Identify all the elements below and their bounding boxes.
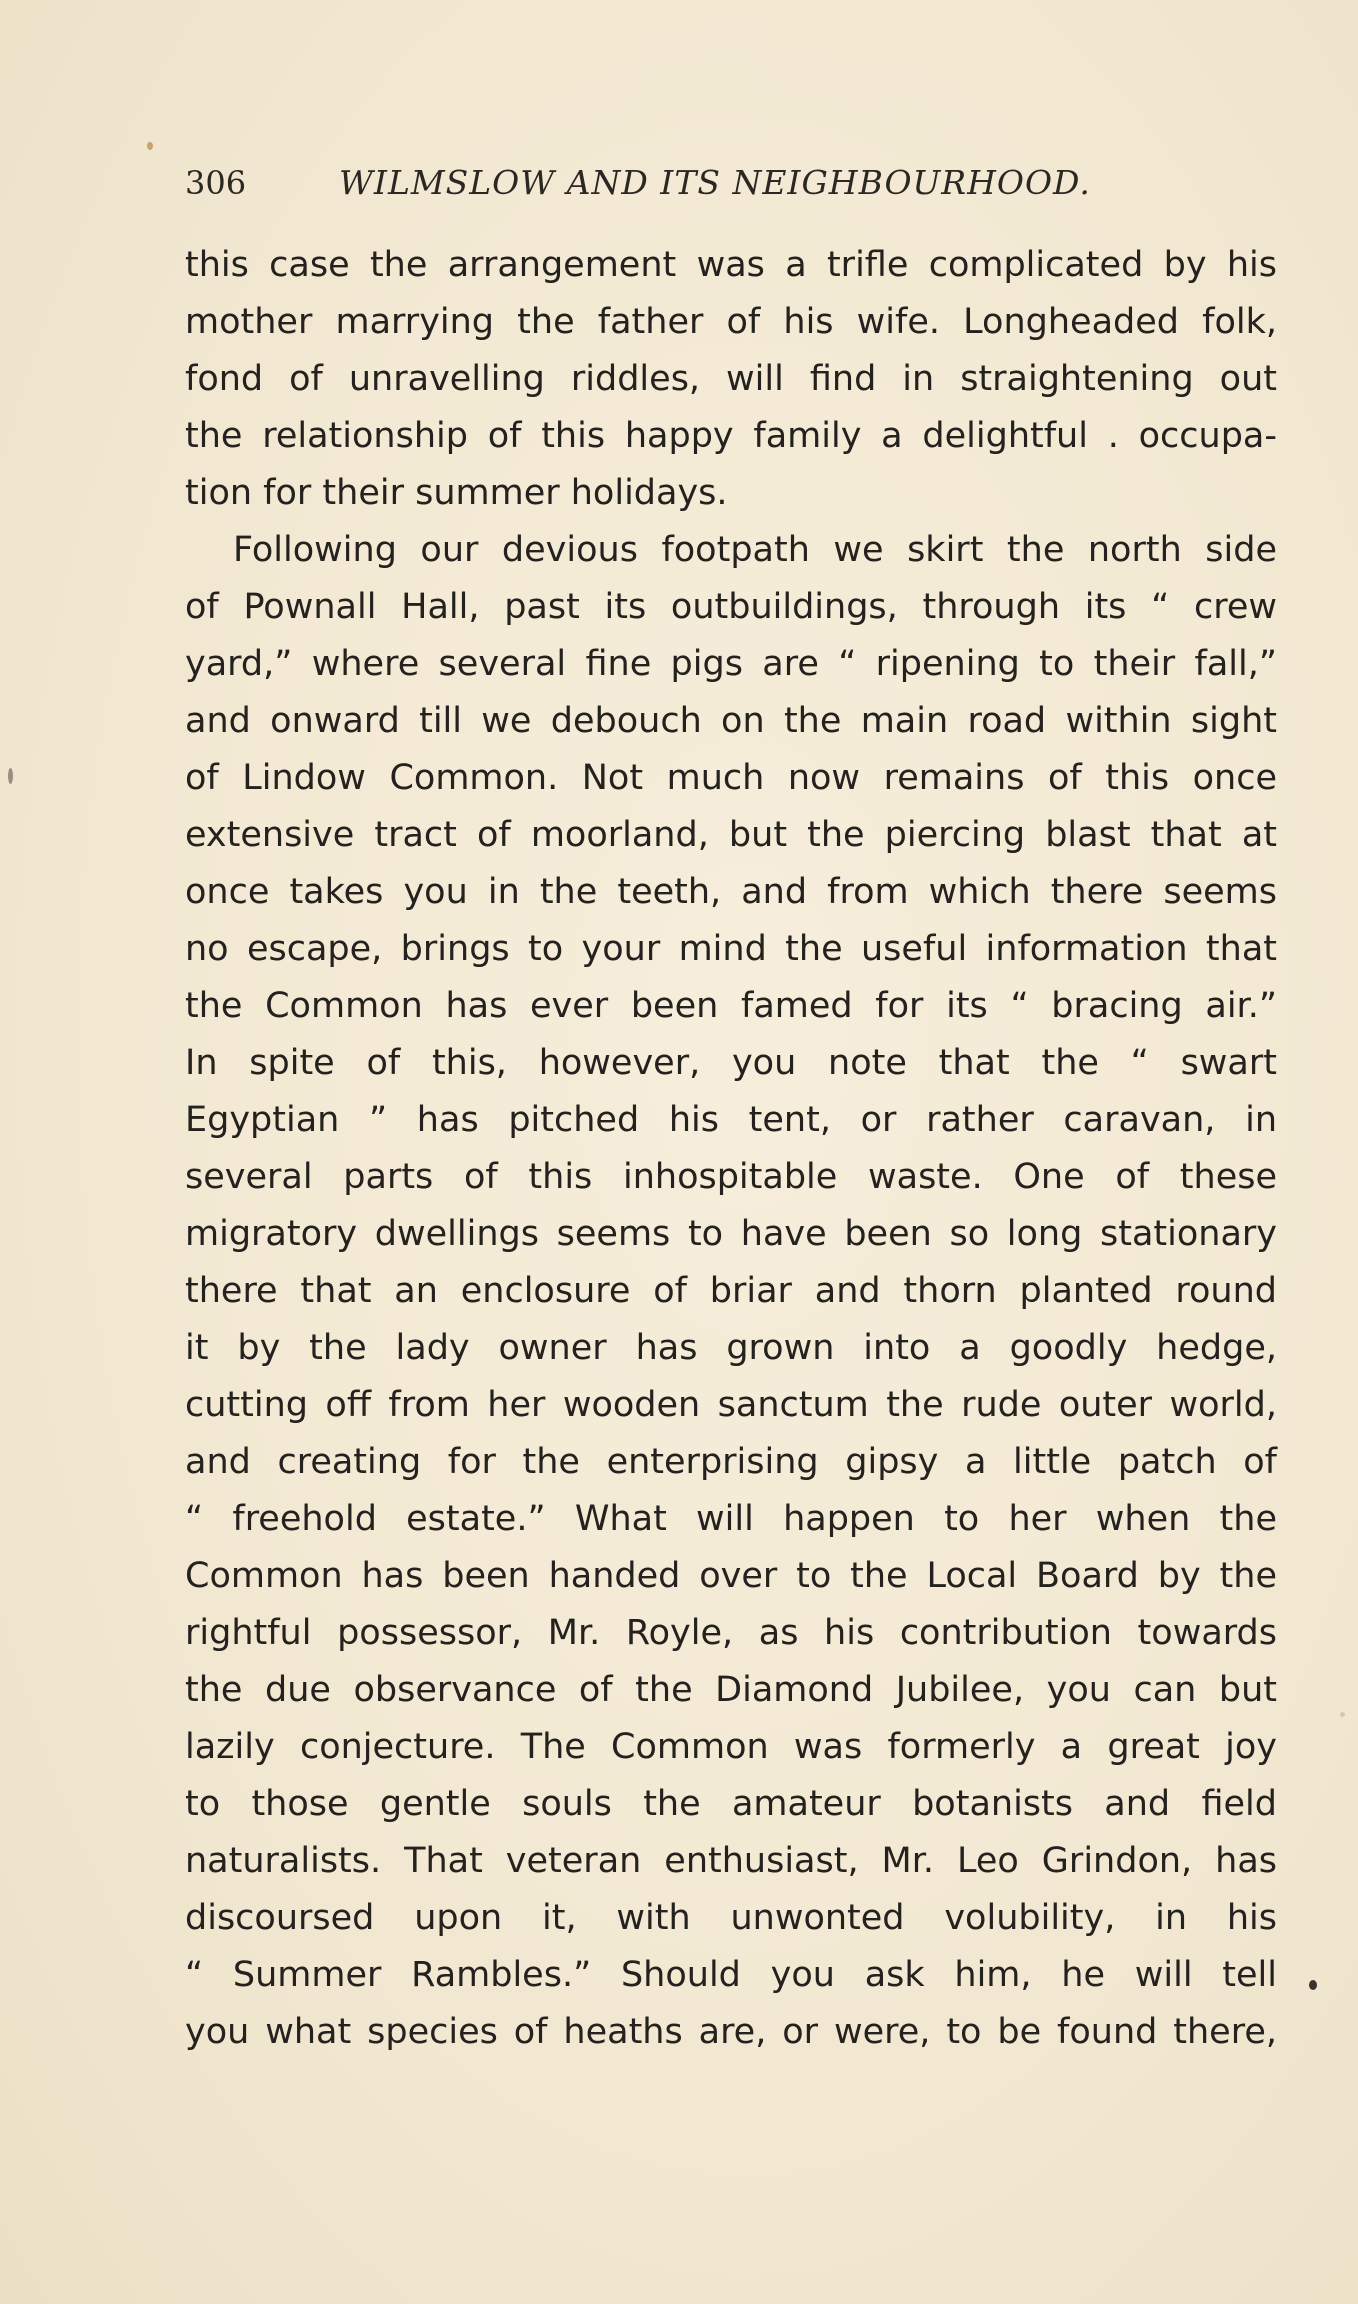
text-line: mother marrying the father of his wife. Longheaded folk, — [185, 302, 1277, 342]
text-line: the due observance of the Diamond Jubilee, you can but — [185, 1670, 1277, 1710]
text-line: the Common has ever been famed for its “ bracing air.” — [185, 986, 1277, 1026]
text-line: In spite of this, however, you note that the “ swart — [185, 1043, 1277, 1083]
text-line: once takes you in the teeth, and from which there seems — [185, 872, 1277, 912]
text-line: lazily conjecture. The Common was formerly a great joy — [185, 1727, 1277, 1767]
text-line: of Lindow Common. Not much now remains of this once — [185, 758, 1277, 798]
text-line: there that an enclosure of briar and thorn planted round — [185, 1271, 1277, 1311]
text-line: Common has been handed over to the Local Board by the — [185, 1556, 1277, 1596]
text-line: of Pownall Hall, past its outbuildings, through its “ crew — [185, 587, 1277, 627]
paragraph-start-line: Following our devious footpath we skirt the north side — [233, 530, 1277, 570]
text-line: no escape, brings to your mind the useful information that — [185, 929, 1277, 969]
paper-speck — [147, 142, 153, 150]
paper-speck — [1340, 1712, 1345, 1717]
text-line: naturalists. That veteran enthusiast, Mr. Leo Grindon, has — [185, 1841, 1277, 1881]
text-line: to those gentle souls the amateur botanists and field — [185, 1784, 1277, 1824]
paper-speck — [1309, 1980, 1317, 1990]
text-line: discoursed upon it, with unwonted volubility, in his — [185, 1898, 1277, 1938]
body-text — [185, 237, 1277, 2061]
text-line: “ Summer Rambles.” Should you ask him, he will tell — [185, 1955, 1277, 1995]
text-line: rightful possessor, Mr. Royle, as his contribution towards — [185, 1613, 1277, 1653]
text-line: several parts of this inhospitable waste. One of these — [185, 1157, 1277, 1197]
text-line: “ freehold estate.” What will happen to her when the — [185, 1499, 1277, 1539]
text-line: migratory dwellings seems to have been so long stationary — [185, 1214, 1277, 1254]
text-line: and creating for the enterprising gipsy a little patch of — [185, 1442, 1277, 1482]
text-line: Egyptian ” has pitched his tent, or rather caravan, in — [185, 1100, 1277, 1140]
text-line: fond of unravelling riddles, will find in straightening out — [185, 359, 1277, 399]
text-line: yard,” where several fine pigs are “ ripening to their fall,” — [185, 644, 1277, 684]
text-line: extensive tract of moorland, but the piercing blast that at — [185, 815, 1277, 855]
text-line: and onward till we debouch on the main road within sight — [185, 701, 1277, 741]
page-header — [185, 158, 1185, 208]
text-line: the relationship of this happy family a delightful . occupa- — [185, 416, 1277, 456]
text-line: cutting off from her wooden sanctum the rude outer world, — [185, 1385, 1277, 1425]
running-title: WILMSLOW AND ITS NEIGHBOURHOOD. — [339, 163, 1091, 202]
page-number: 306 — [185, 164, 247, 202]
text-line: tion for their summer holidays. — [185, 473, 728, 513]
paper-speck — [8, 768, 13, 784]
text-line: this case the arrangement was a trifle complicated by his — [185, 245, 1277, 285]
text-line: you what species of heaths are, or were, to be found there, — [185, 2012, 1277, 2052]
text-line: it by the lady owner has grown into a goodly hedge, — [185, 1328, 1277, 1368]
